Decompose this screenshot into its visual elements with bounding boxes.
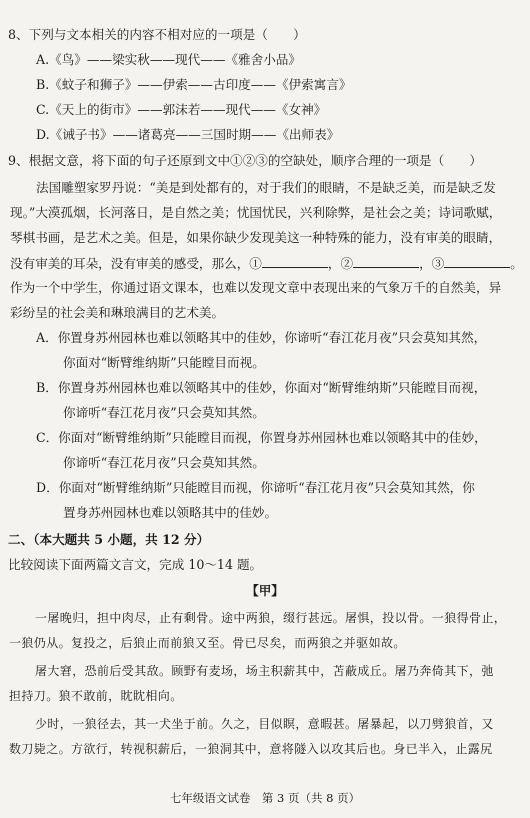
q9-passage-line-3: 琴棋书画，是艺术之美。但是，如果你缺少发现美这一种特殊的能力，没有审美的眼睛，: [10, 230, 502, 245]
q9-passage-line-6: 彩纷呈的社会美和琳琅满目的艺术美。: [10, 305, 225, 320]
q9-passage-line-4: [10, 255, 523, 272]
question-9-stem: 9、根据文意，将下面的句子还原到文中①②③的空缺处，顺序合理的一项是（ ）: [8, 153, 482, 168]
q9-option-a-line-1: A．你置身苏州园林也难以领略其中的佳妙，你谛听“春江花月夜”只会莫知其然，: [36, 330, 487, 345]
q9-passage-line-4-text: 没有审美的耳朵，没有审美的感受，那么，: [10, 256, 250, 271]
jia-line-1: 一屠晚归，担中肉尽，止有剩骨。途中两狼，缀行甚远。屠惧，投以骨。一狼得骨止，: [35, 611, 507, 625]
blank-2-mark: ，②: [327, 256, 354, 271]
q8-option-d: D.《诫子书》——诸葛亮——三国时期——《出师表》: [36, 127, 340, 142]
q9-option-c-line-2: 你谛听“春江花月夜”只会莫知其然。: [63, 455, 265, 470]
jia-line-2: 一狼仍从。复投之，后狼止而前狼又至。骨已尽矣，而两狼之并驱如故。: [9, 636, 406, 650]
jia-line-5: 少时，一狼径去，其一犬坐于前。久之，目似瞑，意暇甚。屠暴起，以刀劈狼首，又: [35, 717, 494, 731]
q9-option-d-line-2: 置身苏州园林也难以领略其中的佳妙。: [63, 505, 278, 520]
blank-3: [444, 255, 510, 268]
q9-option-d-line-1: D．你面对“断臂维纳斯”只能瞠目而视，你谛听“春江花月夜”只会莫知其然，你: [36, 480, 475, 495]
jia-line-4: 担持刀。狼不敢前，眈眈相向。: [9, 689, 183, 703]
passage-jia-title: 【甲】: [246, 583, 284, 598]
blank-1: [262, 255, 328, 268]
section-2-heading: 二、（本大题共 5 小题，共 12 分）: [8, 532, 210, 547]
blank-2: [353, 255, 419, 268]
question-8-stem: 8、下列与文本相关的内容不相对应的一项是（ ）: [8, 27, 306, 42]
q9-option-b-line-2: 你谛听“春江花月夜”只会莫知其然。: [63, 405, 265, 420]
q9-passage-line-1: 法国雕塑家罗丹说：“美是到处都有的，对于我们的眼睛，不是缺乏美，而是缺乏发: [36, 180, 496, 195]
q8-option-c: C.《天上的街市》——郭沫若——现代——《女神》: [36, 102, 327, 117]
blank-1-mark: ①: [249, 256, 262, 271]
q9-passage-line-2: 现。”大漠孤烟，长河落日，是自然之美；忧国忧民，兴利除弊，是社会之美；诗词歌赋，: [10, 205, 502, 220]
jia-line-6: 数刀毙之。方欲行，转视积薪后，一狼洞其中，意将隧入以攻其后也。身已半入，止露尻: [9, 742, 493, 756]
q8-option-b: B.《蚊子和狮子》——伊索——古印度——《伊索寓言》: [36, 77, 352, 92]
jia-line-3: 屠大窘，恐前后受其敌。顾野有麦场，场主积薪其中，苫蔽成丘。屠乃奔倚其下，弛: [35, 664, 494, 678]
q9-passage-line-5: 作为一个中学生，你通过语文课本，也难以发现文章中表现出来的气象万千的自然美，异: [10, 280, 502, 295]
q9-option-b-line-1: B．你置身苏州园林也难以领略其中的佳妙，你面对“断臂维纳斯”只能瞠目而视，: [36, 380, 487, 395]
q9-option-c-line-1: C．你面对“断臂维纳斯”只能瞠目而视，你置身苏州园林也难以领略其中的佳妙，: [36, 430, 487, 445]
q9-option-a-line-2: 你面对“断臂维纳斯”只能瞠目而视。: [63, 355, 265, 370]
q8-option-a: A.《鸟》——梁实秋——现代——《雅舍小品》: [36, 52, 301, 67]
blank-3-mark: ，③: [419, 256, 445, 271]
blank-end-mark: 。: [510, 256, 523, 271]
section-2-instruction: 比较阅读下面两篇文言文，完成 10～14 题。: [8, 557, 263, 572]
page-footer: 七年级语文试卷 第 3 页（共 8 页）: [169, 791, 361, 805]
